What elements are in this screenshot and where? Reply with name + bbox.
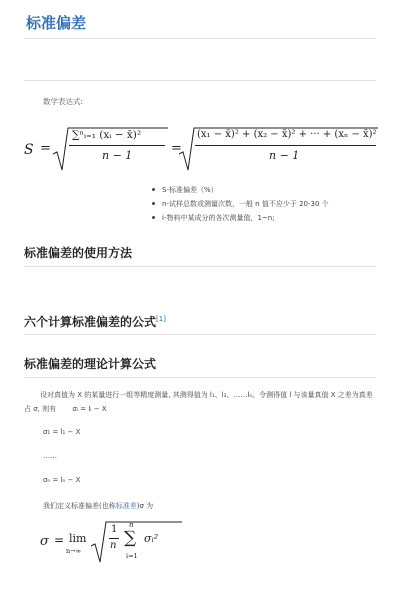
sigma-term: σᵢ² <box>144 532 159 545</box>
section-heading-six-formulas <box>24 313 166 330</box>
sigma-frac-numerator: 1 <box>111 524 118 535</box>
frac1-bar <box>69 145 165 146</box>
sigma-limit-formula <box>40 518 180 564</box>
section-divider <box>24 377 376 378</box>
page-title: 标准偏差 <box>26 14 87 32</box>
equation-last: σₙ = lₙ − X <box>43 476 81 484</box>
section-divider <box>24 334 376 335</box>
standard-deviation-link[interactable]: 标准差 <box>115 502 137 510</box>
section-divider <box>24 80 376 81</box>
definition-line <box>43 501 153 511</box>
frac2-denominator: n − 1 <box>269 149 300 162</box>
title-divider <box>24 38 376 39</box>
section-heading-theory: 标准偏差的理论计算公式 <box>24 357 157 371</box>
formula-lhs: S <box>24 142 34 158</box>
equation-first: σ₁ = l₁ − X <box>43 428 81 436</box>
paragraph-text: 设对真值为 X 的某量进行一组等精度测量, 其测得值为 l₁、l₂、……lₙ。令测得值 l 与该量真值 X 之差为真差占 σ, 则有 <box>24 391 373 413</box>
reference-link[interactable]: [1] <box>156 315 166 323</box>
variable-list <box>152 183 329 225</box>
sum-symbol: ∑ <box>124 528 137 548</box>
lim-subscript: n→∞ <box>66 547 82 555</box>
paragraph-equation: σᵢ = lᵢ − X <box>72 405 107 413</box>
lim-label: lim <box>69 532 87 545</box>
sum-upper: n <box>129 521 134 529</box>
formula-eq2: = <box>171 141 182 156</box>
sigma-frac-denominator: n <box>110 540 117 551</box>
sigma-lhs: σ <box>40 534 49 549</box>
definition-prefix: 我们定义标准偏差(也称 <box>43 502 116 510</box>
section-heading-usage: 标准偏差的使用方法 <box>24 246 133 260</box>
list-item: S-标准偏差（%） <box>152 183 329 197</box>
frac2-numerator: (x₁ − x̄)² + (x₂ − x̄)² + ··· + (xₙ − x̄)² <box>197 129 377 140</box>
sigma-eq: = <box>54 533 65 547</box>
frac1-numerator: ∑ⁿᵢ₌₁ (xᵢ − x̄)² <box>72 129 142 141</box>
section-heading-text: 六个计算标准偏差的公式 <box>24 315 157 329</box>
definition-suffix: )σ 为 <box>136 502 154 510</box>
theory-paragraph <box>24 388 376 416</box>
list-item: n-试样总数或测量次数，一般 n 值不应少于 20-30 个 <box>152 197 329 211</box>
sigma-frac-bar <box>109 538 119 539</box>
formula-label: 数学表达式: <box>43 97 84 106</box>
formula-eq1: = <box>40 141 51 156</box>
sum-lower: i=1 <box>126 552 138 560</box>
std-dev-formula <box>24 124 384 174</box>
section-divider <box>24 266 376 267</box>
frac1-denominator: n − 1 <box>102 149 133 162</box>
equation-ellipsis: …… <box>43 452 57 460</box>
frac2-bar <box>195 145 376 146</box>
list-item: i-物料中某成分的各次测量值，1~n; <box>152 211 329 225</box>
